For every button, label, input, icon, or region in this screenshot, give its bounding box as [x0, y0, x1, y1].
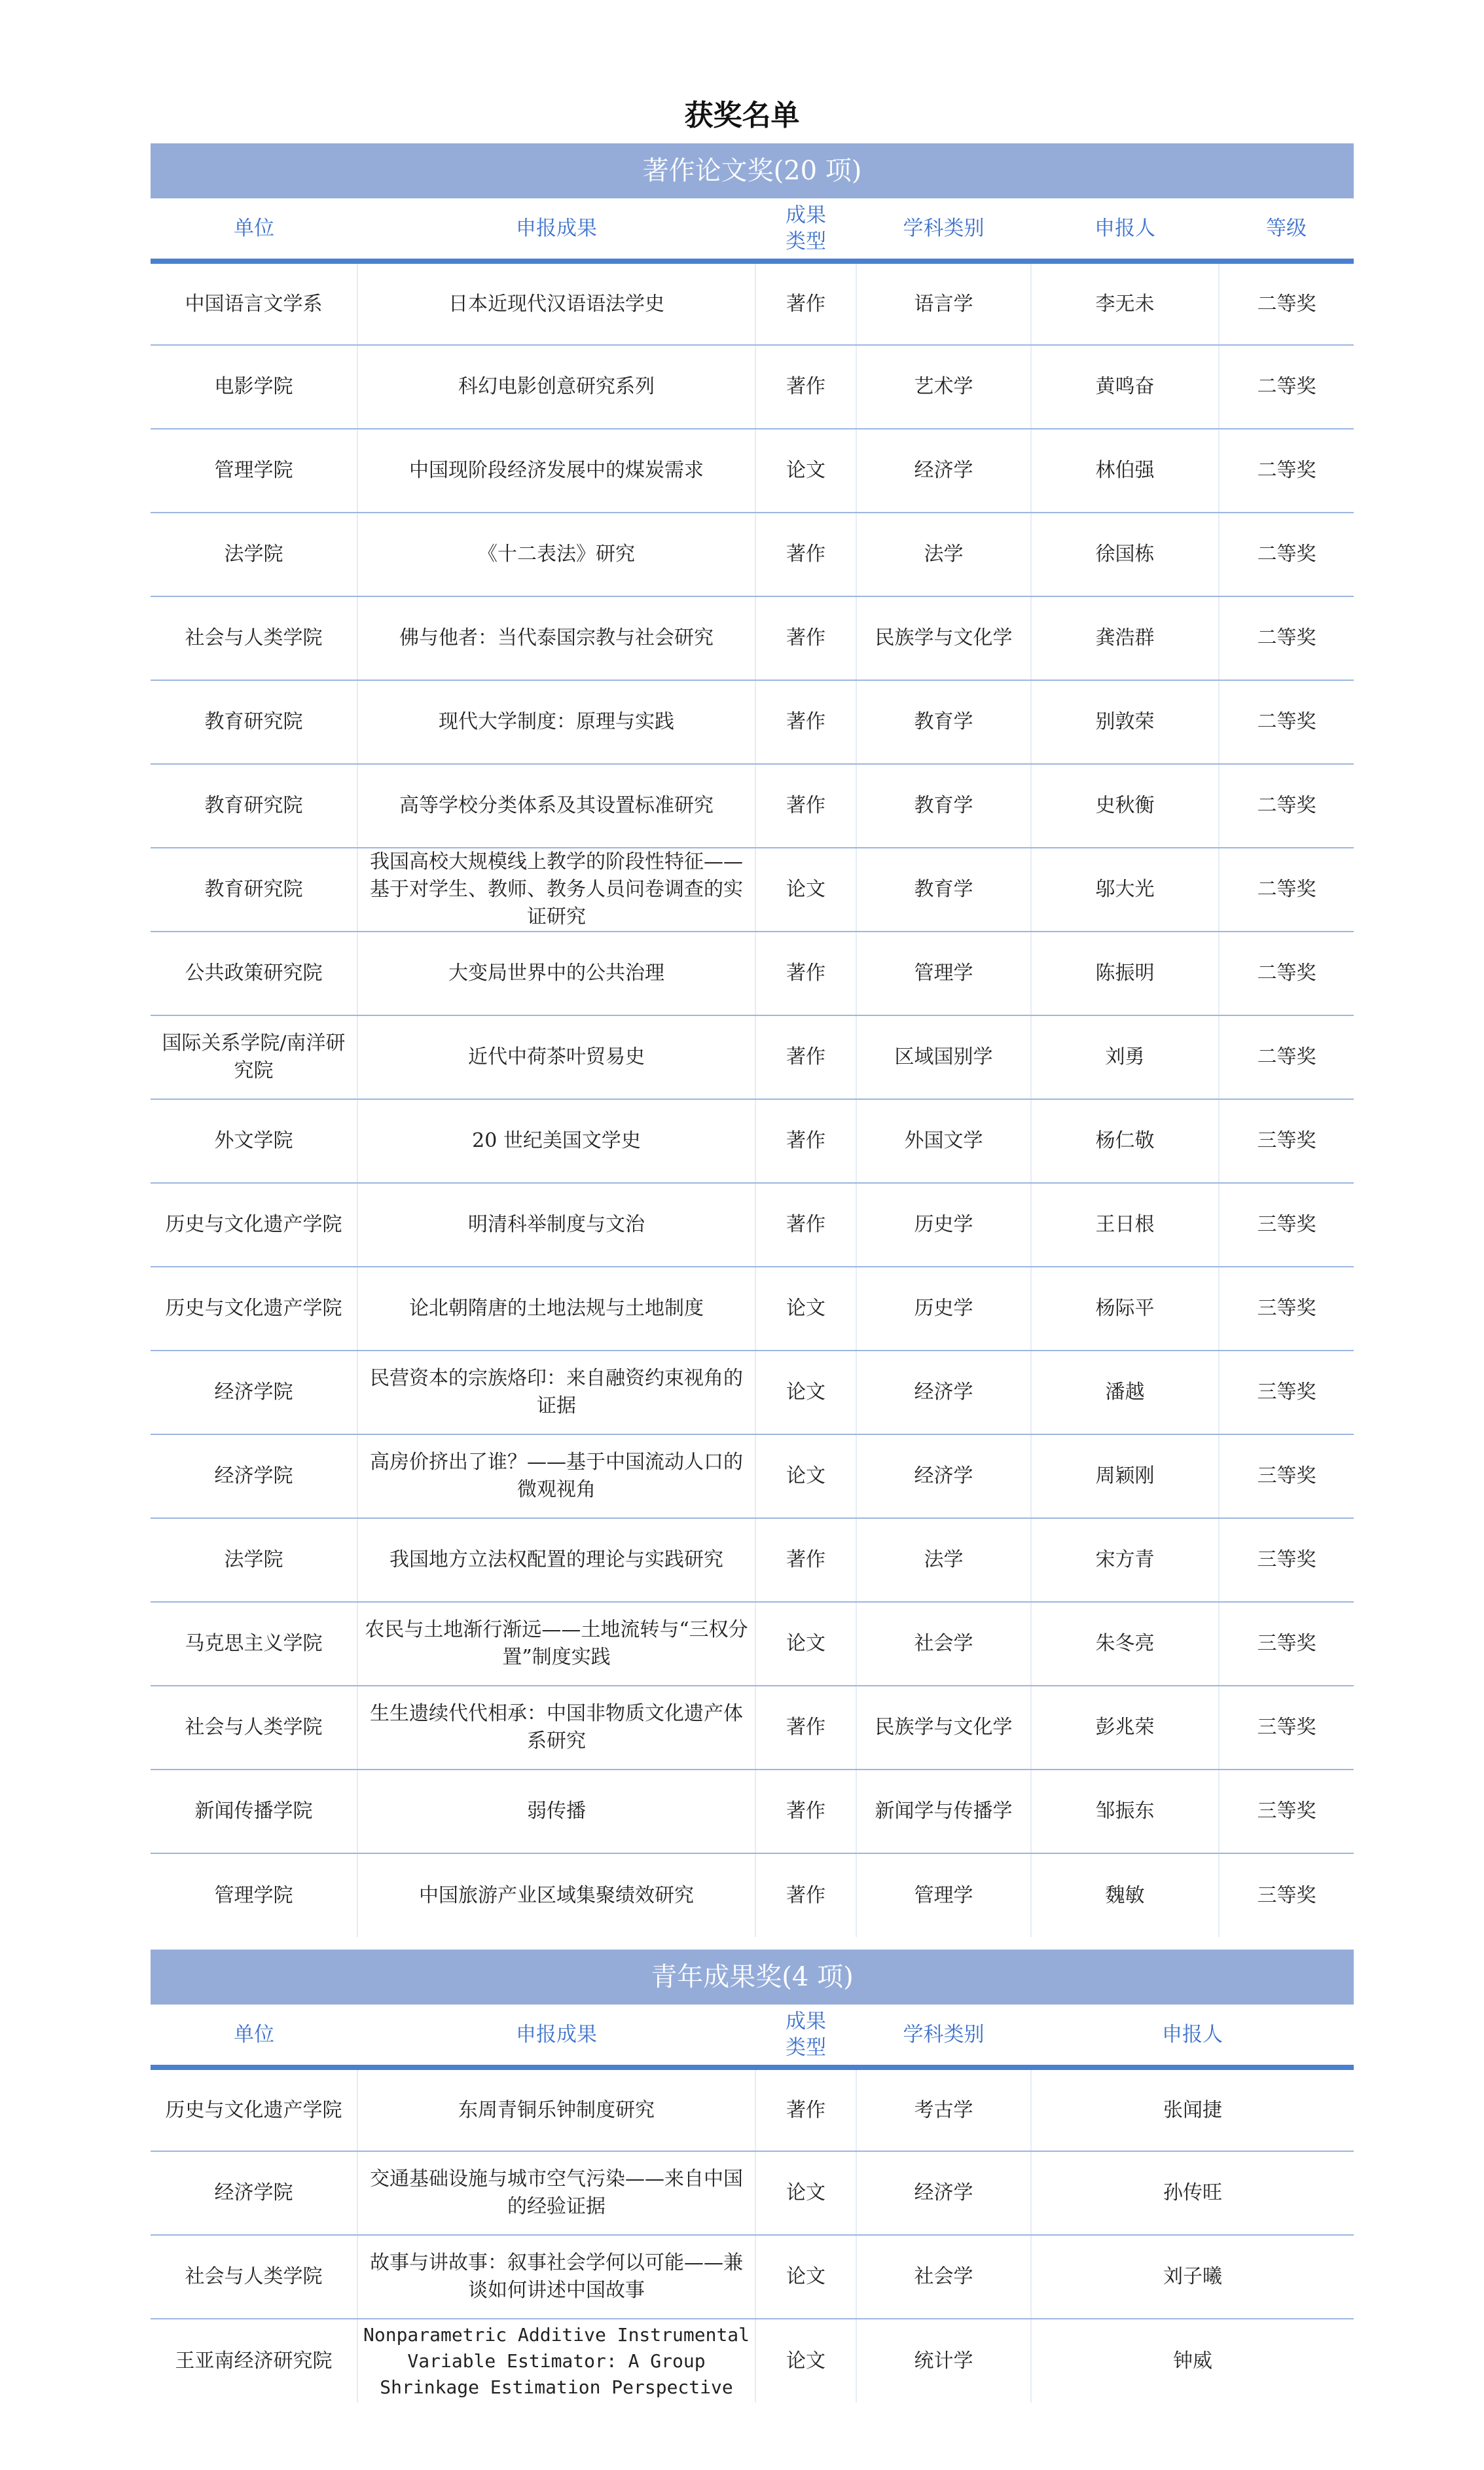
cell-type: 著作: [755, 764, 856, 848]
table-row: [151, 932, 1354, 1015]
cell-unit: 电影学院: [151, 345, 357, 429]
table-row: [151, 1015, 1354, 1099]
cell-unit: 法学院: [151, 513, 357, 596]
table-header-row: [151, 198, 1354, 261]
cell-grade: 二等奖: [1219, 680, 1354, 764]
table-row: [151, 1351, 1354, 1434]
cell-achievement: 我国地方立法权配置的理论与实践研究: [357, 1518, 755, 1602]
cell-discipline: 考古学: [856, 2067, 1031, 2151]
table-row: [151, 261, 1354, 345]
cell-grade: 三等奖: [1219, 1099, 1354, 1183]
cell-unit: 经济学院: [151, 1434, 357, 1518]
cell-achievement: Nonparametric Additive Instrumental Variable Estimator: A Group Shrinkage Estimation Perspective: [357, 2319, 755, 2403]
cell-unit: 国际关系学院/南洋研究院: [151, 1015, 357, 1099]
cell-applicant: 李无未: [1031, 261, 1219, 345]
cell-applicant: 陈振明: [1031, 932, 1219, 1015]
cell-achievement: 我国高校大规模线上教学的阶段性特征——基于对学生、教师、教务人员问卷调查的实证研究: [357, 848, 755, 932]
table-row: [151, 513, 1354, 596]
header-applicant: 申报人: [1031, 198, 1219, 261]
cell-discipline: 管理学: [856, 932, 1031, 1015]
cell-achievement: 交通基础设施与城市空气污染——来自中国的经验证据: [357, 2151, 755, 2235]
cell-type: 论文: [755, 848, 856, 932]
cell-achievement: 东周青铜乐钟制度研究: [357, 2067, 755, 2151]
cell-discipline: 教育学: [856, 764, 1031, 848]
header-discipline: 学科类别: [856, 198, 1031, 261]
section-works-papers: [151, 143, 1354, 1937]
cell-achievement: 20 世纪美国文学史: [357, 1099, 755, 1183]
header-type-label: 成果 类型: [786, 204, 826, 253]
cell-applicant: 邹振东: [1031, 1770, 1219, 1853]
cell-applicant: 张闻捷: [1031, 2067, 1354, 2151]
cell-unit: 中国语言文学系: [151, 261, 357, 345]
table-row: [151, 1770, 1354, 1853]
cell-discipline: 社会学: [856, 2235, 1031, 2319]
cell-discipline: 民族学与文化学: [856, 1686, 1031, 1770]
cell-achievement: 弱传播: [357, 1770, 755, 1853]
cell-unit: 历史与文化遗产学院: [151, 1183, 357, 1267]
cell-discipline: 艺术学: [856, 345, 1031, 429]
cell-type: 论文: [755, 1602, 856, 1686]
table-row: [151, 1602, 1354, 1686]
cell-unit: 经济学院: [151, 2151, 357, 2235]
cell-discipline: 新闻学与传播学: [856, 1770, 1031, 1853]
cell-grade: 二等奖: [1219, 513, 1354, 596]
cell-type: 论文: [755, 2319, 856, 2403]
cell-discipline: 区域国别学: [856, 1015, 1031, 1099]
cell-type: 著作: [755, 1686, 856, 1770]
cell-achievement: 明清科举制度与文治: [357, 1183, 755, 1267]
header-applicant: 申报人: [1031, 2005, 1354, 2067]
cell-grade: 三等奖: [1219, 1853, 1354, 1937]
cell-applicant: 彭兆荣: [1031, 1686, 1219, 1770]
cell-unit: 社会与人类学院: [151, 1686, 357, 1770]
cell-applicant: 杨仁敬: [1031, 1099, 1219, 1183]
cell-discipline: 民族学与文化学: [856, 596, 1031, 680]
cell-grade: 三等奖: [1219, 1267, 1354, 1351]
cell-unit: 马克思主义学院: [151, 1602, 357, 1686]
cell-applicant: 刘勇: [1031, 1015, 1219, 1099]
header-unit: 单位: [151, 2005, 357, 2067]
cell-unit: 法学院: [151, 1518, 357, 1602]
cell-unit: 历史与文化遗产学院: [151, 1267, 357, 1351]
table-row: [151, 1183, 1354, 1267]
cell-applicant: 黄鸣奋: [1031, 345, 1219, 429]
cell-discipline: 经济学: [856, 429, 1031, 513]
cell-type: 论文: [755, 1267, 856, 1351]
cell-unit: 社会与人类学院: [151, 2235, 357, 2319]
cell-applicant: 朱冬亮: [1031, 1602, 1219, 1686]
cell-unit: 教育研究院: [151, 680, 357, 764]
cell-type: 著作: [755, 513, 856, 596]
cell-grade: 二等奖: [1219, 429, 1354, 513]
header-discipline: 学科类别: [856, 2005, 1031, 2067]
cell-unit: 社会与人类学院: [151, 596, 357, 680]
cell-type: 著作: [755, 345, 856, 429]
header-type-label: 成果 类型: [786, 2010, 826, 2060]
cell-discipline: 语言学: [856, 261, 1031, 345]
cell-unit: 经济学院: [151, 1351, 357, 1434]
cell-applicant: 别敦荣: [1031, 680, 1219, 764]
cell-unit: 管理学院: [214, 1883, 293, 1907]
cell-achievement: 佛与他者：当代泰国宗教与社会研究: [357, 596, 755, 680]
cell-achievement: 民营资本的宗族烙印：来自融资约束视角的证据: [357, 1351, 755, 1434]
table-row: [151, 345, 1354, 429]
section-banner-youth: 青年成果奖(4 项): [151, 1950, 1354, 2005]
cell-type: 著作: [755, 1099, 856, 1183]
cell-type: 论文: [755, 2235, 856, 2319]
cell-achievement: 论北朝隋唐的土地法规与土地制度: [357, 1267, 755, 1351]
cell-unit: 教育研究院: [151, 764, 357, 848]
cell-grade: 二等奖: [1219, 1015, 1354, 1099]
cell-type: 论文: [755, 429, 856, 513]
awards-table-works-papers: [151, 198, 1354, 1937]
cell-applicant: 杨际平: [1031, 1267, 1219, 1351]
section-youth: [151, 1950, 1354, 2403]
table-row: [151, 680, 1354, 764]
cell-achievement: 近代中荷茶叶贸易史: [357, 1015, 755, 1099]
cell-discipline: 统计学: [856, 2319, 1031, 2403]
cell-discipline: 外国文学: [856, 1099, 1031, 1183]
table-row: [151, 1853, 1354, 1937]
cell-grade: 三等奖: [1219, 1686, 1354, 1770]
cell-type: 著作: [755, 1015, 856, 1099]
table-row: [151, 429, 1354, 513]
cell-unit: 新闻传播学院: [151, 1770, 357, 1853]
cell-applicant: 史秋衡: [1031, 764, 1219, 848]
table-row: [151, 764, 1354, 848]
cell-achievement: 科幻电影创意研究系列: [357, 345, 755, 429]
cell-discipline: 社会学: [856, 1602, 1031, 1686]
cell-applicant: 周颖刚: [1031, 1434, 1219, 1518]
cell-discipline: 教育学: [856, 848, 1031, 932]
awards-table-youth: [151, 2005, 1354, 2403]
table-row: [151, 596, 1354, 680]
cell-grade: 二等奖: [1219, 596, 1354, 680]
cell-grade: 二等奖: [1219, 848, 1354, 932]
cell-grade: 二等奖: [1219, 932, 1354, 1015]
cell-achievement: 中国旅游产业区域集聚绩效研究: [357, 1853, 755, 1937]
table-row: [151, 1099, 1354, 1183]
cell-applicant: 林伯强: [1031, 429, 1219, 513]
table-row: [151, 2235, 1354, 2319]
header-grade: 等级: [1219, 198, 1354, 261]
cell-type: 论文: [755, 1351, 856, 1434]
header-achievement: 申报成果: [357, 2005, 755, 2067]
cell-type: 著作: [755, 1770, 856, 1853]
cell-applicant: 王日根: [1031, 1183, 1219, 1267]
table-header-row: [151, 2005, 1354, 2067]
cell-achievement: 高等学校分类体系及其设置标准研究: [357, 764, 755, 848]
cell-achievement: 中国现阶段经济发展中的煤炭需求: [357, 429, 755, 513]
cell-grade: 三等奖: [1219, 1183, 1354, 1267]
cell-discipline: 经济学: [856, 1351, 1031, 1434]
cell-discipline: 教育学: [856, 680, 1031, 764]
cell-achievement: 故事与讲故事：叙事社会学何以可能——兼谈如何讲述中国故事: [357, 2235, 755, 2319]
cell-type: 著作: [755, 680, 856, 764]
cell-unit: 王亚南经济研究院: [175, 2349, 333, 2372]
cell-applicant: 魏敏: [1031, 1853, 1219, 1937]
table-body-works-papers: [151, 261, 1354, 1937]
cell-unit: 教育研究院: [151, 848, 357, 932]
cell-type: 著作: [755, 2067, 856, 2151]
cell-type: 论文: [755, 2151, 856, 2235]
cell-discipline: 历史学: [856, 1267, 1031, 1351]
cell-achievement: 生生遗续代代相承：中国非物质文化遗产体系研究: [357, 1686, 755, 1770]
cell-type: 论文: [755, 1434, 856, 1518]
cell-type: 著作: [755, 596, 856, 680]
cell-applicant: 孙传旺: [1031, 2151, 1354, 2235]
cell-grade: 三等奖: [1219, 1602, 1354, 1686]
cell-unit: 外文学院: [151, 1099, 357, 1183]
cell-type: 著作: [755, 1518, 856, 1602]
cell-grade: 三等奖: [1219, 1770, 1354, 1853]
cell-discipline: 经济学: [856, 1434, 1031, 1518]
cell-applicant: 刘子曦: [1031, 2235, 1354, 2319]
cell-applicant: 徐国栋: [1031, 513, 1219, 596]
cell-achievement: 农民与土地渐行渐远——土地流转与“三权分置”制度实践: [357, 1602, 755, 1686]
table-row: [151, 848, 1354, 932]
table-row: [151, 1434, 1354, 1518]
table-row: [151, 2067, 1354, 2151]
cell-grade: 三等奖: [1219, 1518, 1354, 1602]
cell-type: 著作: [755, 932, 856, 1015]
cell-applicant: 宋方青: [1031, 1518, 1219, 1602]
table-row: [151, 2151, 1354, 2235]
header-type: [755, 198, 856, 261]
cell-grade: 三等奖: [1219, 1434, 1354, 1518]
table-row: [151, 1518, 1354, 1602]
table-row: [151, 1686, 1354, 1770]
header-unit: 单位: [151, 198, 357, 261]
cell-discipline: 法学: [856, 1518, 1031, 1602]
cell-grade: 三等奖: [1219, 1351, 1354, 1434]
section-banner-works-papers: 著作论文奖(20 项): [151, 143, 1354, 198]
cell-discipline: 管理学: [856, 1853, 1031, 1937]
cell-achievement: 《十二表法》研究: [357, 513, 755, 596]
cell-applicant: 邬大光: [1031, 848, 1219, 932]
cell-achievement: 高房价挤出了谁？——基于中国流动人口的微观视角: [357, 1434, 755, 1518]
cell-unit: 历史与文化遗产学院: [151, 2067, 357, 2151]
cell-discipline: 法学: [856, 513, 1031, 596]
document-title: 获奖名单: [684, 99, 800, 132]
cell-grade: 二等奖: [1219, 345, 1354, 429]
cell-achievement: 日本近现代汉语语法学史: [357, 261, 755, 345]
cell-applicant: 钟威: [1031, 2319, 1354, 2403]
cell-discipline: 历史学: [856, 1183, 1031, 1267]
cell-unit: 公共政策研究院: [151, 932, 357, 1015]
cell-type: 著作: [755, 1853, 856, 1937]
table-row: [151, 2319, 1354, 2403]
cell-type: 著作: [755, 261, 856, 345]
table-row: [151, 1267, 1354, 1351]
cell-grade: 二等奖: [1219, 764, 1354, 848]
header-achievement: 申报成果: [357, 198, 755, 261]
cell-unit: 管理学院: [151, 429, 357, 513]
cell-grade: 二等奖: [1219, 261, 1354, 345]
cell-applicant: 潘越: [1031, 1351, 1219, 1434]
table-body-youth: [151, 2067, 1354, 2403]
cell-type: 著作: [755, 1183, 856, 1267]
cell-achievement: 大变局世界中的公共治理: [357, 932, 755, 1015]
header-type: [755, 2005, 856, 2067]
cell-applicant: 龚浩群: [1031, 596, 1219, 680]
cell-achievement: 现代大学制度：原理与实践: [357, 680, 755, 764]
cell-discipline: 经济学: [856, 2151, 1031, 2235]
